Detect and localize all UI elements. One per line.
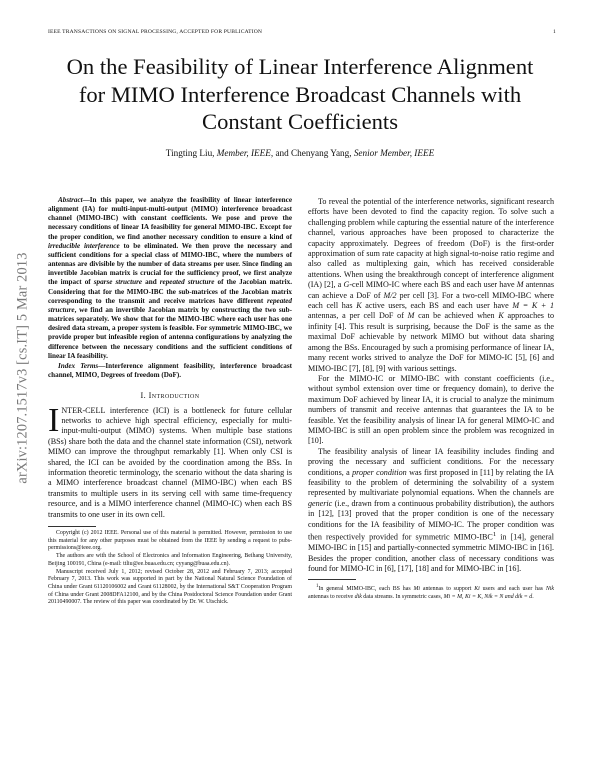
footnote-rule-right (308, 579, 356, 580)
footnote-copyright: Copyright (c) 2012 IEEE. Personal use of this material is permitted. However, permission to use this material for any other purposes must be obtained from the IEEE by sending a request to pubs-permissions@ieee.org. (48, 530, 292, 552)
drop-cap: I (48, 401, 60, 439)
abstract-label: Abstract (58, 196, 83, 204)
paragraph-feasibility: The feasibility analysis of linear IA feasibility includes finding and proving the necessary and sufficient conditions. For the necessary conditions, a proper condition was first proposed in [11] by relating the IA feasibility to the problem of determining the solvability of a system represented by multivariate polynomial equations. When the channels are generic (i.e., drawn from a continuous probability distribution), the authors in [12], [13] proved that the proper condition is one of the necessary conditions for the IA feasibility of MIMO-IC. The proper condition was then respectively provided for symmetric MIMO-IBC$^1$ in [14], general MIMO-IBC in [15] and partially-connected symmetric MIMO-IBC in [16]. Besides the proper condition, another class of necessary conditions was found for MIMO-IC in [6], [17], [18] and for MIMO-IBC in [16]. (308, 446, 554, 573)
journal-name: IEEE TRANSACTIONS ON SIGNAL PROCESSING, ACCEPTED FOR PUBLICATION (48, 29, 263, 35)
right-column (308, 197, 554, 602)
author-2-role: Senior Member, IEEE (353, 148, 435, 158)
index-terms-label: Index Terms (58, 361, 99, 370)
author-1: Tingting Liu, (165, 148, 215, 158)
page-number: 1 (553, 29, 556, 35)
footnote-affiliation: The authors are with the School of Electronics and Information Engineering, Beihang University, Beijing 100191, China (e-mail: ttliu@ee.buaa.edu.cn; cyyang@buaa.edu.cn). (48, 553, 292, 567)
running-head (48, 29, 556, 35)
arxiv-stamp (6, 188, 40, 548)
author-1-role: Member, IEEE, (216, 148, 274, 158)
abstract: Abstract—In this paper, we analyze the feasibility of linear interference alignment (IA) for multi-input-multi-output (MIMO) interference broadcast channel (MIMO-IBC) with constant coefficients. We pose and prove the necessary conditions of linear IA feasibility for general MIMO-IBC. Except for the proper condition, we find another necessary condition to ensure a kind of irreducible interference to be eliminated. We then prove the necessary and sufficient conditions for a special class of MIMO-IBC, where the numbers of antennas are divisible by the number of data streams per user. Since finding an invertible Jacobian matrix is crucial for the sufficiency proof, we first analyze the impact of sparse structure and repeated structure of the Jacobian matrix. Considering that for the MIMO-IBC the sub-matrices of the Jacobian matrix corresponding to the transmit and receive matrices have different repeated structure, we find an invertible Jacobian matrix by constructing the two sub-matrices separately. We show that for the MIMO-IBC where each user has one desired data stream, a proper system is feasible. For symmetric MIMO-IBC, we provide proper but infeasible region of antenna configurations by analyzing the difference between the necessary conditions and the sufficient conditions of linear IA feasibility. (48, 196, 293, 360)
footnote-marker: 1 (492, 531, 497, 538)
footnote-manuscript: Manuscript received July 1, 2012; revised October 28, 2012 and February 7, 2013; accepted February 7, 2013. This work was supported in part by the National Natural Science Foundation of China under Grant 61120106002 and Grant 61128002, by the International S&T Cooperation Program of China under Grant 2008DFA12100, and by the China Postdoctoral Science Foundation under Grant 20110490007. The review of this paper was coordinated by Dr. W. Utschick. (48, 568, 292, 606)
index-terms: Index Terms—Interference alignment feasibility, interference broadcast channel, MIMO, Degrees of freedom (DoF). (48, 361, 292, 379)
footnote-rule (48, 526, 96, 527)
section-heading-introduction: I. Introduction (140, 391, 200, 401)
title-line-1: On the Feasibility of Linear Interference Alignment (66, 54, 534, 79)
author-conj: and Chenyang Yang, (275, 148, 352, 158)
author-line (40, 148, 560, 158)
paragraph-constant-coefficients: For the MIMO-IC or MIMO-IBC with constant coefficients (i.e., without symbol extension over time or frequency domain), to derive the maximum DoF achieved by linear IA, it is crucial to analyze the minimum numbers of transmit and receive antennas that guarantees the IA to be feasible. Yet the feasibility analysis of linear IA for general MIMO-IC and MIMO-IBC is still an open problem since the problem was recognized in [10]. (308, 373, 554, 446)
intro-lead: NTER-CELL (61, 405, 106, 415)
title-line-2: for MIMO Interference Broadcast Channels with (78, 81, 522, 107)
title-line-3: Constant Coefficients (202, 109, 398, 134)
intro-paragraph: INTER-CELL interference (ICI) is a bottleneck for future cellular networks to achieve high spectral efficiency, especially for multi-input-multi-output (MIMO) systems. When multiple base stations (BSs) share both the data and the channel state information (CSI), network MIMO can improve the throughput remarkably [1]. When only CSI is shared, the ICI can be avoided by the coordination among the BSs. In information theoretic terminology, the scenario without the data sharing is a MIMO interference broadcast channel (MIMO-IBC) when each BS transmits to multiple users in its serving cell with same time-frequency resource, and is a MIMO interference channel (MIMO-IC) when each BS transmits to one user in its own cell. (48, 401, 292, 519)
footnote-mimo-ibc: $^1$In general MIMO-IBC, each BS has Mi antennas to support Ki users and each user has Nik antennas to receive dik data streams. In symmetric cases, Mi = M, Ki = K, Nik = N and dik = d. (308, 584, 554, 600)
arxiv-id: arXiv:1207.1517v3 [cs.IT] 5 Mar 2013 (14, 252, 31, 484)
paragraph-dof: To reveal the potential of the interference networks, significant research efforts have been devoted to find the capacity region. To solve such a challenging problem while capturing the essential nature of the interference channel, various approaches have been proposed to characterize the capacity approximately. Degrees of freedom (DoF) is the first-order approximation of sum rate capacity at high signal-to-noise ratio regime and also called as multiplexing gain, which has received considerable attentions. When using the breakthrough concept of interference alignment (IA) [2], a G-cell MIMO-IC where each BS and each user have M antennas can achieve a DoF of M/2 per cell [3]. For a two-cell MIMO-IBC where each cell has K active users, each BS and each user have M = K + 1 antennas, a per cell DoF of M can be achieved when K approaches to infinity [4]. This result is surprising, because the DoF is the same as the maximal DoF achievable by network MIMO but without data sharing among the BSs. Encouraged by such a promising performance of linear IA, many recent works strived to analyze the DoF for MIMO-IC [5], [6] and MIMO-IBC [7], [8], [9] with various settings. (308, 197, 555, 373)
left-column (48, 196, 292, 607)
paper-title (30, 53, 570, 136)
